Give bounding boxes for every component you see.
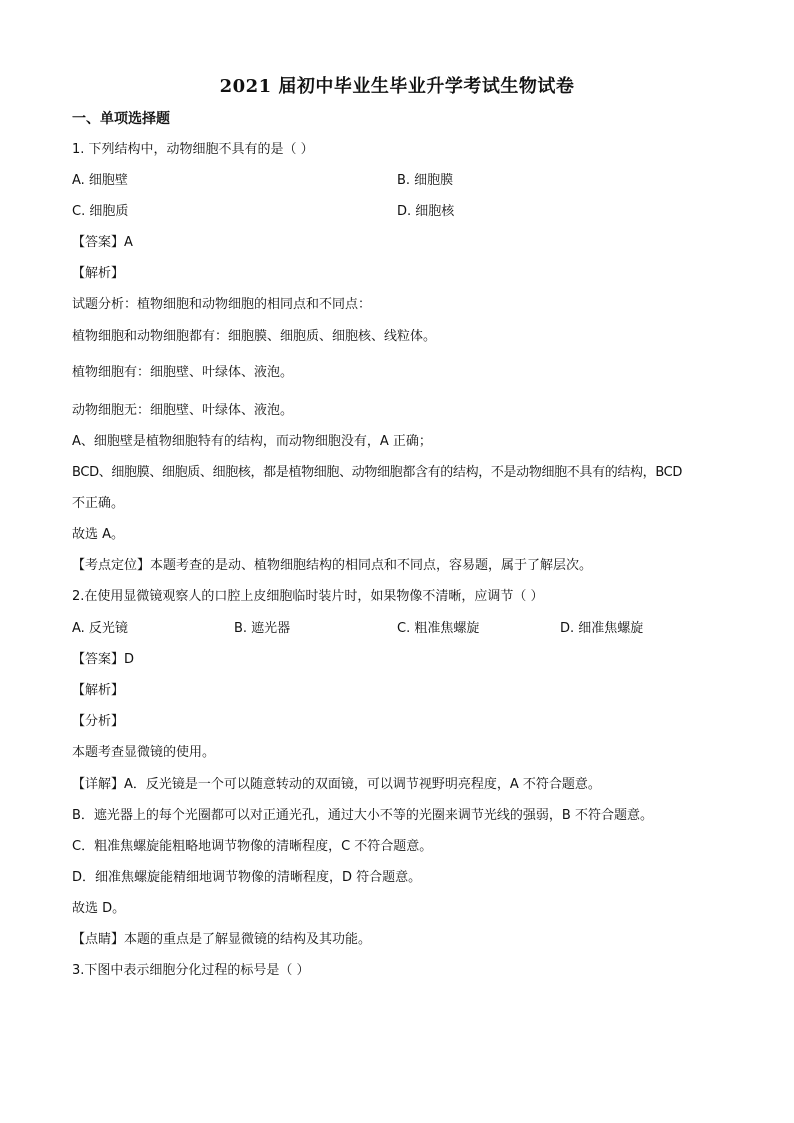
q1-option-b: B. 细胞膜 — [397, 173, 454, 188]
q2-analysis-label: 【解析】 — [72, 683, 125, 698]
q2-line-7: 【点睛】本题的重点是了解显微镜的结构及其功能。 — [72, 932, 372, 947]
q2-fenxi-label: 【分析】 — [72, 714, 125, 729]
q2-answer: 【答案】D — [72, 652, 135, 667]
q1-line-2: 植物细胞和动物细胞都有：细胞膜、细胞质、细胞核、线粒体。 — [72, 329, 437, 344]
q1-stem: 1. 下列结构中，动物细胞不具有的是（ ） — [72, 142, 314, 157]
q1-analysis-label: 【解析】 — [72, 266, 125, 281]
q1-line-8: 故选 A。 — [72, 527, 125, 542]
q2-line-5: D．细准焦螺旋能精细地调节物像的清晰程度，D 符合题意。 — [72, 870, 422, 885]
q2-option-d: D. 细准焦螺旋 — [560, 621, 644, 636]
q2-option-b: B. 遮光器 — [234, 621, 291, 636]
q1-line-9: 【考点定位】本题考查的是动、植物细胞结构的相同点和不同点，容易题，属于了解层次。 — [72, 558, 593, 573]
q1-line-4: 动物细胞无：细胞壁、叶绿体、液泡。 — [72, 403, 294, 418]
q2-line-3: B．遮光器上的每个光圈都可以对正通光孔，通过大小不等的光圈来调节光线的强弱，B 不符合题意。 — [72, 808, 653, 823]
q2-line-6: 故选 D。 — [72, 901, 126, 916]
q2-line-4: C．粗准焦螺旋能粗略地调节物像的清晰程度，C 不符合题意。 — [72, 839, 433, 854]
q1-line-6: BCD、细胞膜、细胞质、细胞核，都是植物细胞、动物细胞都含有的结构，不是动物细胞不具有的结构，BCD — [72, 465, 683, 480]
q1-option-a: A. 细胞壁 — [72, 173, 128, 188]
q1-line-7: 不正确。 — [72, 496, 125, 511]
q1-line-5: A、细胞壁是植物细胞特有的结构，而动物细胞没有，A 正确； — [72, 434, 432, 449]
q3-stem: 3.下图中表示细胞分化过程的标号是（ ） — [72, 963, 310, 978]
q1-line-3: 植物细胞有：细胞壁、叶绿体、液泡。 — [72, 365, 294, 380]
q1-line-1: 试题分析：植物细胞和动物细胞的相同点和不同点： — [72, 297, 372, 312]
q2-stem: 2.在使用显微镜观察人的口腔上皮细胞临时装片时，如果物像不清晰，应调节（ ） — [72, 589, 544, 604]
q1-option-d: D. 细胞核 — [397, 204, 455, 219]
q2-line-2: 【详解】A．反光镜是一个可以随意转动的双面镜，可以调节视野明亮程度，A 不符合题意。 — [72, 777, 601, 792]
section-heading: 一、单项选择题 — [72, 111, 170, 127]
page-title: 2021 届初中毕业生毕业升学考试生物试卷 — [219, 76, 575, 97]
q2-option-a: A. 反光镜 — [72, 621, 128, 636]
q1-answer: 【答案】A — [72, 235, 133, 250]
q2-option-c: C. 粗准焦螺旋 — [397, 621, 480, 636]
q1-option-c: C. 细胞质 — [72, 204, 129, 219]
q2-line-1: 本题考查显微镜的使用。 — [72, 745, 216, 760]
